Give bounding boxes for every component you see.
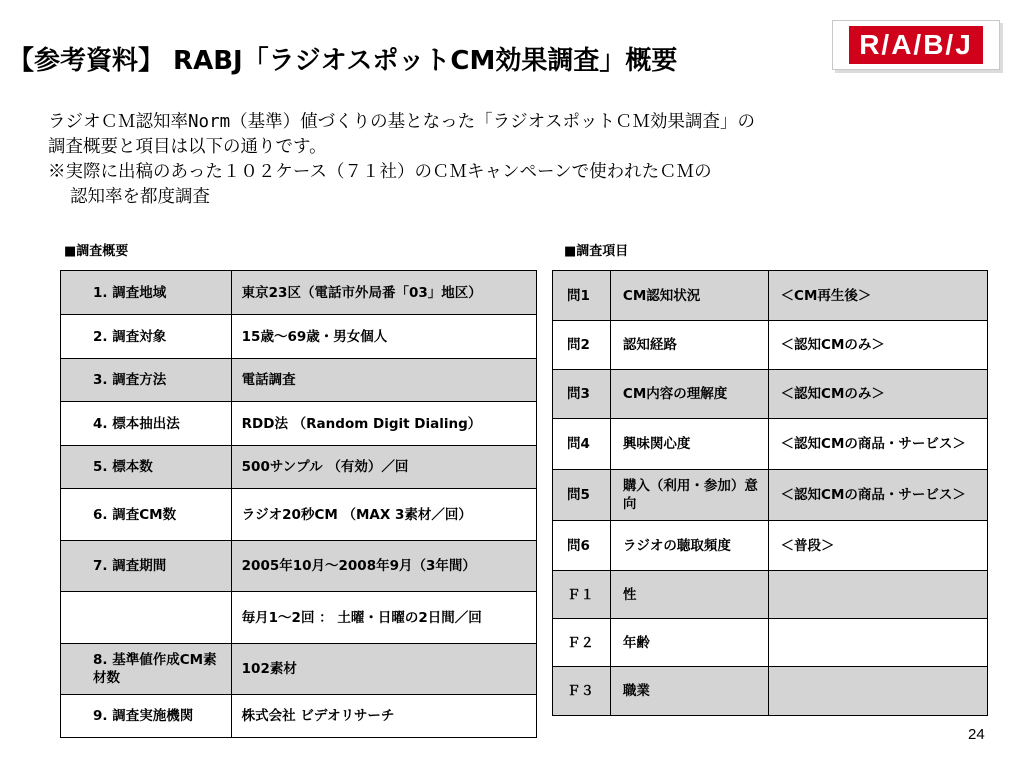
page-number: 24 — [968, 726, 985, 743]
items-row — [553, 370, 988, 419]
intro-line-4: 認知率を都度調査 — [70, 187, 210, 207]
overview-value: RDD法 （Random Digit Dialing） — [231, 402, 536, 446]
question-item: CM内容の理解度 — [610, 370, 768, 419]
items-table — [552, 270, 988, 716]
intro-line-3: ※実際に出稿のあった１０２ケース（７１社）のＣＭキャンペーンで使われたＣＭの — [48, 162, 712, 182]
overview-row — [61, 402, 537, 446]
overview-value: 15歳～69歳・男女個人 — [231, 315, 536, 359]
overview-row — [61, 446, 537, 489]
overview-label: 5. 標本数 — [61, 446, 232, 489]
rabj-logo — [832, 20, 1000, 70]
overview-label: 1. 調査地域 — [61, 271, 232, 315]
overview-value: ラジオ20秒CM （MAX 3素材／回） — [231, 489, 536, 541]
overview-value: 500サンプル （有効）／回 — [231, 446, 536, 489]
overview-label: 8. 基準値作成CM素材数 — [61, 644, 232, 695]
question-note: ＜認知CMのみ＞ — [768, 321, 987, 370]
items-row — [553, 419, 988, 470]
question-item: 興味関心度 — [610, 419, 768, 470]
overview-label: 9. 調査実施機関 — [61, 695, 232, 738]
overview-label: 2. 調査対象 — [61, 315, 232, 359]
question-number: Ｆ３ — [553, 667, 611, 716]
overview-value: 2005年10月～2008年9月（3年間） — [231, 541, 536, 592]
items-row — [553, 521, 988, 571]
question-item: 性 — [610, 571, 768, 619]
question-note: ＜認知CMのみ＞ — [768, 370, 987, 419]
question-item: 職業 — [610, 667, 768, 716]
overview-row — [61, 644, 537, 695]
question-note: ＜CM再生後＞ — [768, 271, 987, 321]
slide-title: 【参考資料】 RABJ「ラジオスポットCM効果調査」概要 — [8, 46, 678, 76]
question-note — [768, 619, 987, 667]
overview-value: 株式会社 ビデオリサーチ — [231, 695, 536, 738]
question-note — [768, 667, 987, 716]
question-number: 問6 — [553, 521, 611, 571]
question-number: 問3 — [553, 370, 611, 419]
overview-row — [61, 489, 537, 541]
question-number: Ｆ１ — [553, 571, 611, 619]
question-item: 年齢 — [610, 619, 768, 667]
items-row — [553, 470, 988, 521]
overview-heading: ■調査概要 — [64, 244, 129, 259]
question-item: ラジオの聴取頻度 — [610, 521, 768, 571]
question-item: 購入（利用・参加）意向 — [610, 470, 768, 521]
question-number: 問4 — [553, 419, 611, 470]
items-heading: ■調査項目 — [564, 244, 629, 259]
question-number: 問2 — [553, 321, 611, 370]
overview-value: 電話調査 — [231, 359, 536, 402]
overview-row — [61, 359, 537, 402]
items-row — [553, 619, 988, 667]
intro-line-1: ラジオＣＭ認知率Norm（基準）値づくりの基となった「ラジオスポットＣＭ効果調査」の — [48, 112, 755, 132]
overview-row — [61, 271, 537, 315]
overview-row — [61, 315, 537, 359]
question-note: ＜認知CMの商品・サービス＞ — [768, 470, 987, 521]
overview-value: 毎月1～2回 ： 土曜・日曜の2日間／回 — [231, 592, 536, 644]
overview-table — [60, 270, 537, 738]
overview-row — [61, 592, 537, 644]
overview-label: 7. 調査期間 — [61, 541, 232, 592]
overview-value: 東京23区（電話市外局番「03」地区） — [231, 271, 536, 315]
rabj-logo-text: R/A/B/J — [849, 26, 983, 64]
question-item: 認知経路 — [610, 321, 768, 370]
question-note — [768, 571, 987, 619]
overview-label: 6. 調査CM数 — [61, 489, 232, 541]
question-item: CM認知状況 — [610, 271, 768, 321]
question-number: 問1 — [553, 271, 611, 321]
overview-row — [61, 541, 537, 592]
question-note: ＜普段＞ — [768, 521, 987, 571]
items-row — [553, 271, 988, 321]
items-row — [553, 571, 988, 619]
intro-line-2: 調査概要と項目は以下の通りです。 — [48, 137, 327, 157]
overview-row — [61, 695, 537, 738]
question-number: 問5 — [553, 470, 611, 521]
overview-label: 3. 調査方法 — [61, 359, 232, 402]
overview-label — [61, 592, 232, 644]
items-row — [553, 321, 988, 370]
overview-value: 102素材 — [231, 644, 536, 695]
question-number: Ｆ２ — [553, 619, 611, 667]
question-note: ＜認知CMの商品・サービス＞ — [768, 419, 987, 470]
items-row — [553, 667, 988, 716]
intro-text — [48, 110, 988, 210]
overview-label: 4. 標本抽出法 — [61, 402, 232, 446]
